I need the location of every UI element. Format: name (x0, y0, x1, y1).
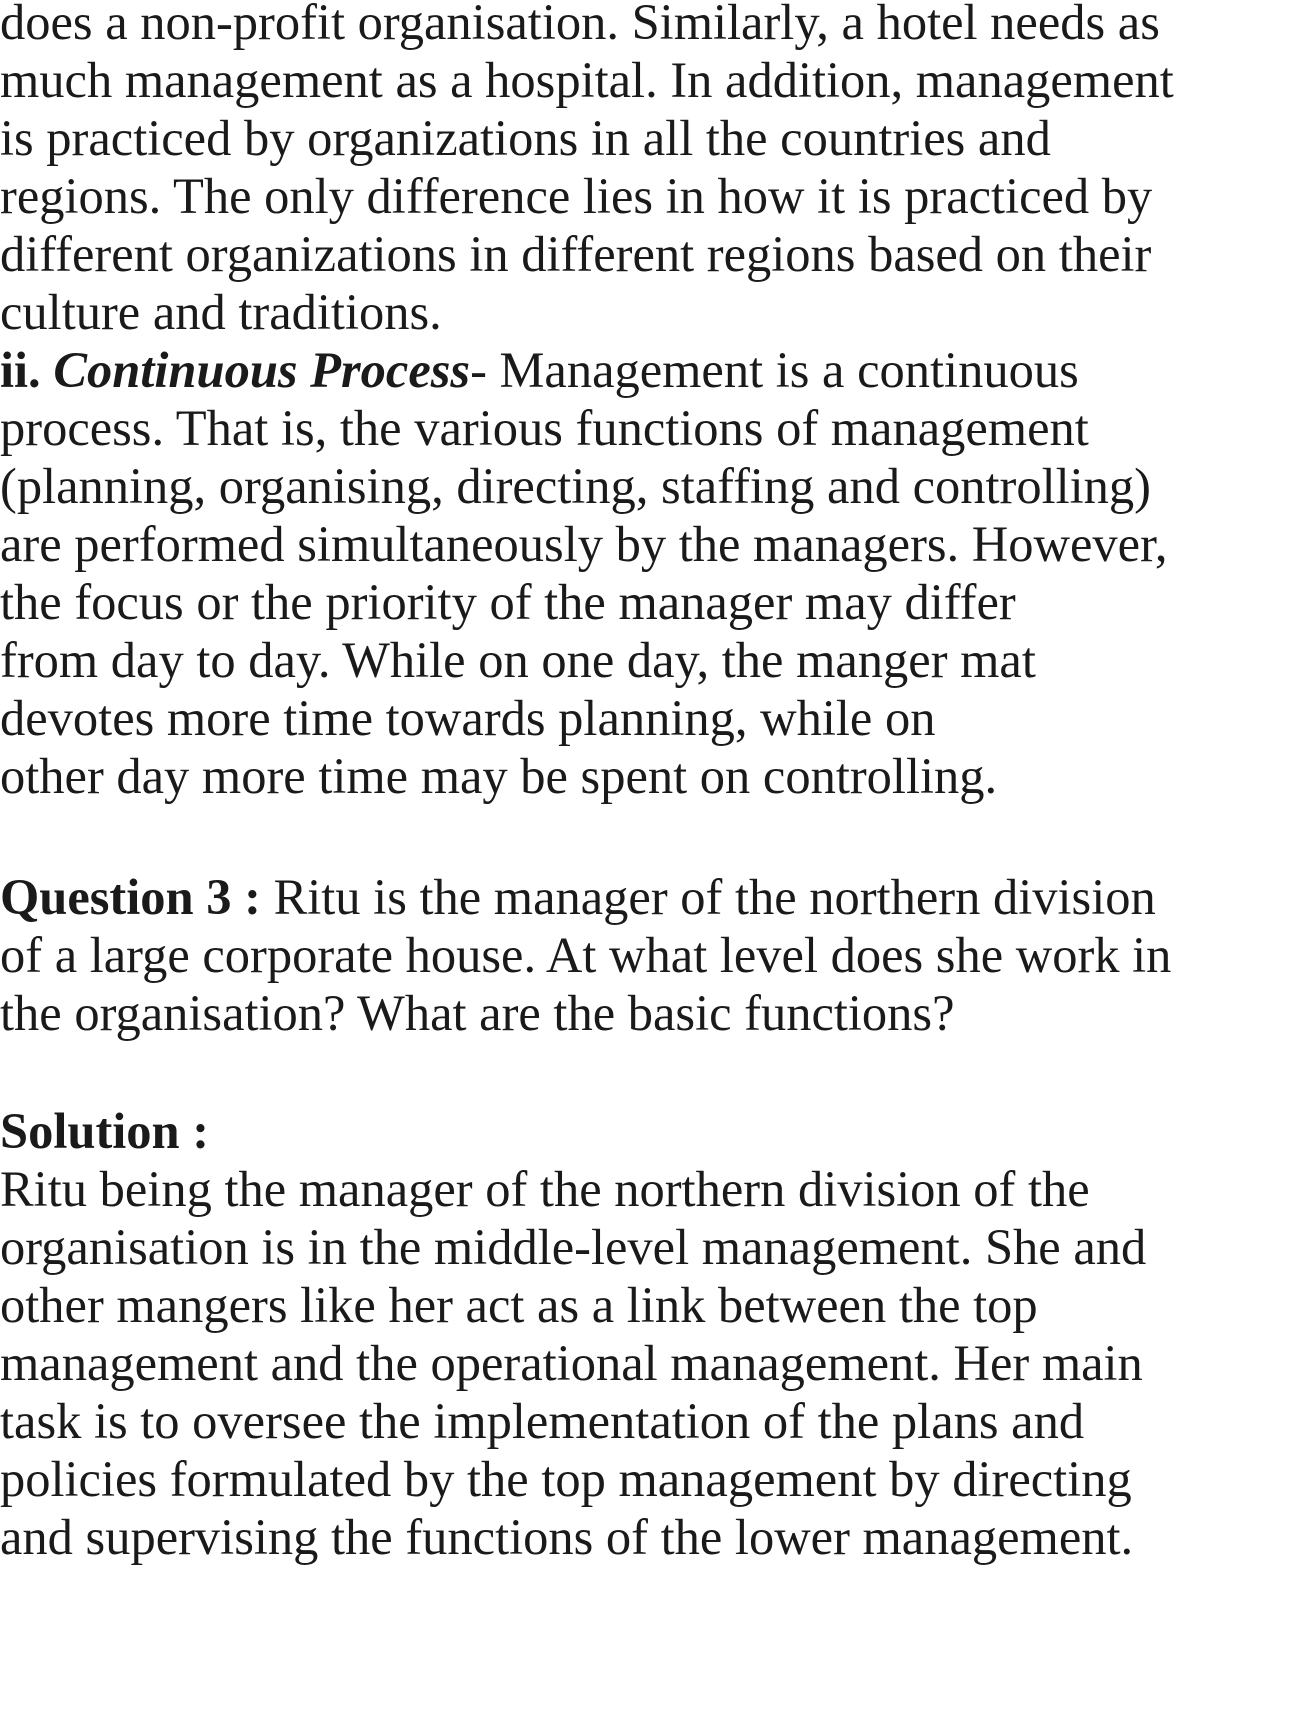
paragraph-1-line-1: does a non-profit organisation. Similarly, a hotel needs as (0, 0, 1160, 50)
paragraph-1-line-5: different organizations in different regions based on their (0, 226, 1152, 282)
question-line-2: of a large corporate house. At what level does she work in (0, 927, 1172, 983)
solution-line-6: policies formulated by the top management by directing (0, 1451, 1132, 1507)
solution-line-2: organisation is in the middle-level management. She and (0, 1219, 1147, 1275)
solution-line-3: other mangers like her act as a link between the top (0, 1277, 1038, 1333)
continuous-process-line-2: process. That is, the various functions of management (0, 400, 1089, 456)
solution-label: Solution : (0, 1103, 210, 1159)
paragraph-1-line-3: is practiced by organizations in all the countries and (0, 110, 1051, 166)
list-numeral: ii. (0, 342, 41, 398)
continuous-process-line-6: from day to day. While on one day, the manger mat (0, 632, 1036, 688)
continuous-process-heading-line (0, 338, 1079, 402)
continuous-process-line-4: are performed simultaneously by the managers. However, (0, 516, 1168, 572)
continuous-process-heading: Continuous Process (53, 342, 471, 398)
continuous-process-line-5: the focus or the priority of the manager may differ (0, 574, 1016, 630)
paragraph-1-line-4: regions. The only difference lies in how it is practiced by (0, 168, 1153, 224)
continuous-process-line-3: (planning, organising, directing, staffing and controlling) (0, 458, 1151, 514)
solution-line-7: and supervising the functions of the lower management. (0, 1509, 1134, 1565)
paragraph-1-line-2: much management as a hospital. In addition, management (0, 52, 1174, 108)
question-line-1-rest: Ritu is the manager of the northern division (260, 869, 1156, 925)
question-label: Question 3 : (0, 869, 261, 925)
continuous-process-line-7: devotes more time towards planning, while on (0, 690, 936, 746)
continuous-process-line-8: other day more time may be spent on controlling. (0, 748, 998, 804)
solution-line-4: management and the operational management. Her main (0, 1335, 1143, 1391)
paragraph-1-line-6: culture and traditions. (0, 284, 442, 340)
question-line-3: the organisation? What are the basic functions? (0, 985, 955, 1041)
continuous-process-line-1-rest: - Management is a continuous (470, 342, 1079, 398)
solution-line-1: Ritu being the manager of the northern division of the (0, 1161, 1090, 1217)
question-heading-line (0, 865, 1156, 929)
solution-line-5: task is to oversee the implementation of the plans and (0, 1393, 1085, 1449)
